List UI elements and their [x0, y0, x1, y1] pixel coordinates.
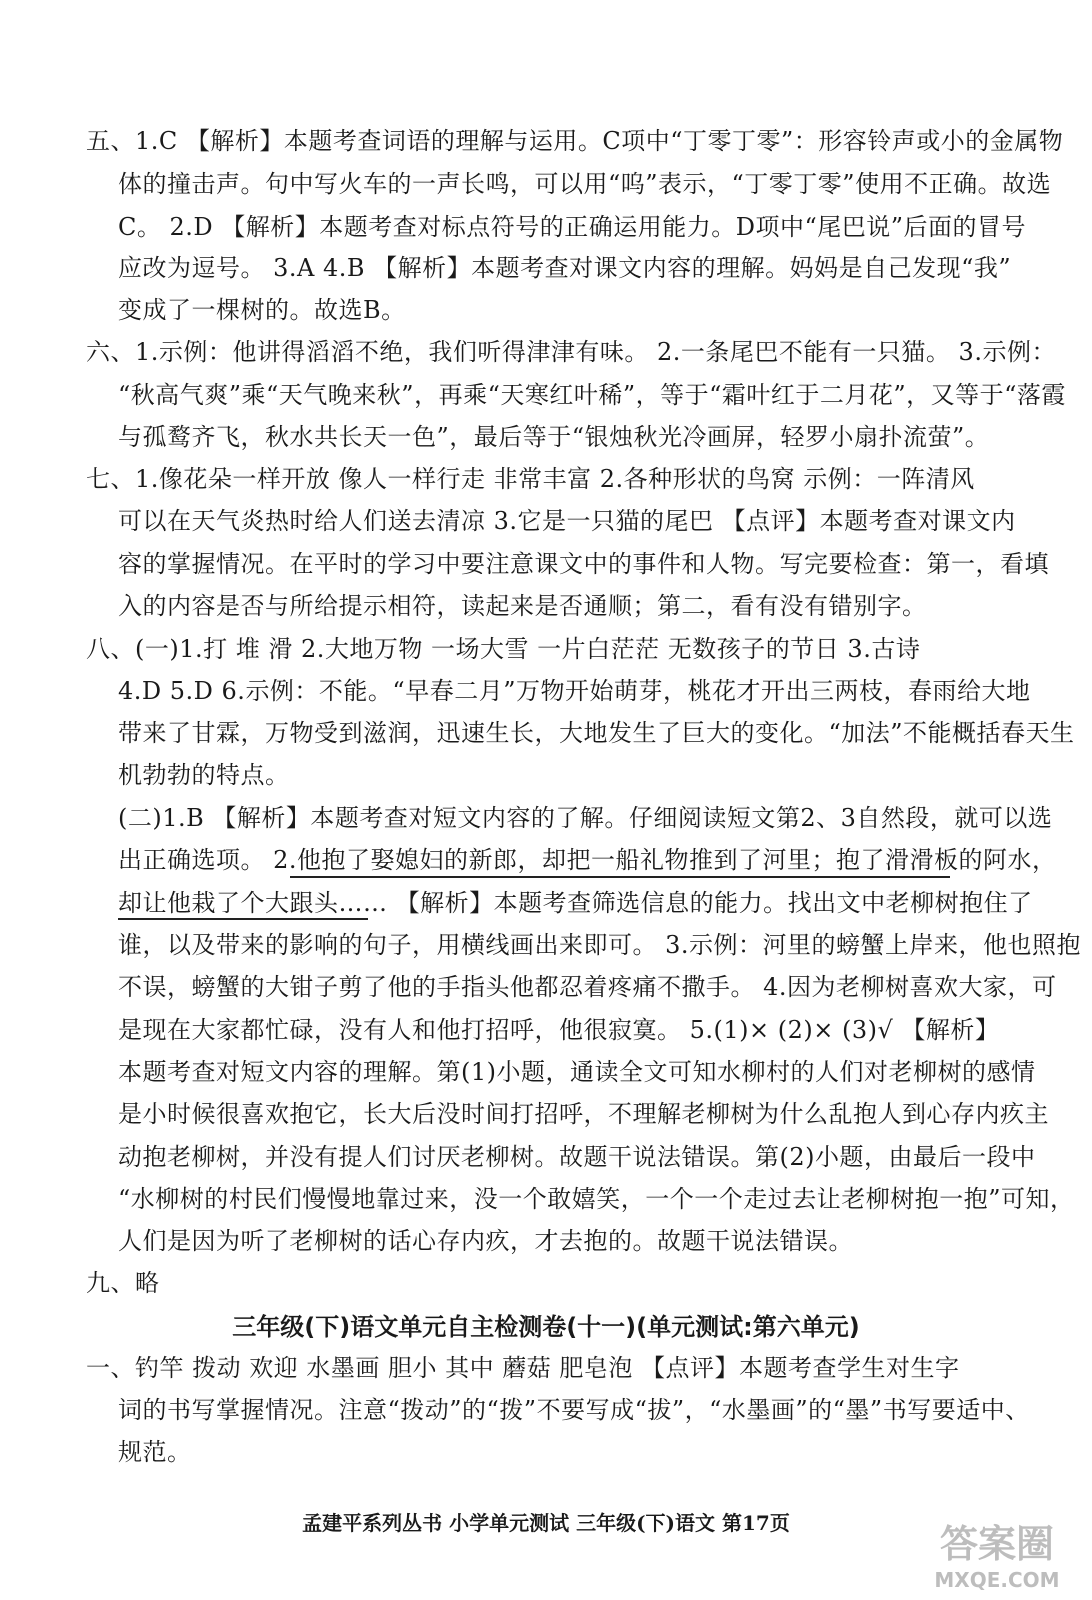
answer-line: “水柳树的村民们慢慢地靠过来，没一个敢嬉笑，一个一个走过去让老柳树抱一抱”可知，: [118, 1185, 1075, 1213]
page-footer: 孟建平系列丛书 小学单元测试 三年级(下)语文 第17页: [302, 1511, 790, 1535]
answer-line: 七、1.像花朵一样开放 像人一样行走 非常丰富 2.各种形状的鸟窝 示例：一阵清风: [86, 465, 975, 493]
watermark-text: 答案圈: [939, 1522, 1054, 1566]
answer-line: 人们是因为听了老柳树的话心存内疚，才去抱的。故题干说法错误。: [118, 1227, 853, 1255]
answer-line: 入的内容是否与所给提示相符，读起来是否通顺；第二，看有没有错别字。: [118, 592, 927, 620]
answer-line: 是小时候很喜欢抱它，长大后没时间打招呼，不理解老柳树为什么乱抱人到心存内疚主: [118, 1100, 1049, 1128]
underline-mark: [118, 918, 368, 920]
answer-line: 规范。: [118, 1438, 192, 1466]
answer-line: 六、1.示例：他讲得滔滔不绝，我们听得津津有味。 2.一条尾巴不能有一只猫。 3.示例：: [86, 338, 1056, 366]
answer-line: 动抱老柳树，并没有提人们讨厌老柳树。故题干说法错误。第(2)小题，由最后一段中: [118, 1143, 1036, 1171]
answer-line: 4.D 5.D 6.示例：不能。“早春二月”万物开始萌芽，桃花才开出三两枝，春雨给大地: [118, 677, 1031, 705]
answer-line: 机勃勃的特点。: [118, 761, 290, 789]
answer-line: 与孤鹜齐飞，秋水共长天一色”，最后等于“银烛秋光冷画屏，轻罗小扇扑流萤”。: [118, 423, 990, 451]
answer-line: 应改为逗号。 3.A 4.B 【解析】本题考查对课文内容的理解。妈妈是自己发现“我”: [118, 254, 1012, 282]
answer-line: 词的书写掌握情况。注意“拨动”的“拨”不要写成“拔”，“水墨画”的“墨”书写要适中、: [118, 1396, 1030, 1424]
answer-line: 出正确选项。 2.他抱了娶媳妇的新郎，却把一船礼物推到了河里；抱了滑滑板的阿水，: [118, 846, 1057, 874]
answer-line: 九、略: [86, 1269, 160, 1297]
section-title: 三年级(下)语文单元自主检测卷(十一)(单元测试:第六单元): [232, 1313, 860, 1341]
underline-mark: [290, 876, 950, 878]
answer-line: 可以在天气炎热时给人们送去清凉 3.它是一只猫的尾巴 【点评】本题考查对课文内: [118, 507, 1016, 535]
answer-line: 谁，以及带来的影响的句子，用横线画出来即可。 3.示例：河里的螃蟹上岸来，他也照抱: [118, 931, 1082, 959]
answer-line: (二)1.B 【解析】本题考查对短文内容的了解。仔细阅读短文第2、3自然段，就可以选: [118, 804, 1053, 832]
watermark-logo: [912, 1522, 1082, 1594]
answer-line: 八、(一)1.打 堆 滑 2.大地万物 一场大雪 一片白茫茫 无数孩子的节日 3.古诗: [86, 635, 921, 663]
answer-line: 变成了一棵树的。故选B。: [118, 296, 406, 324]
answer-line: 本题考查对短文内容的理解。第(1)小题，通读全文可知水柳村的人们对老柳树的感情: [118, 1058, 1036, 1086]
watermark-url: MXQE.COM: [934, 1568, 1060, 1592]
answer-line: 体的撞击声。句中写火车的一声长鸣，可以用“呜”表示，“丁零丁零”使用不正确。故选: [118, 170, 1052, 198]
answer-line: 带来了甘霖，万物受到滋润，迅速生长，大地发生了巨大的变化。“加法”不能概括春天生: [118, 719, 1075, 747]
answer-line: 是现在大家都忙碌，没有人和他打招呼，他很寂寞。 5.(1)× (2)× (3)√ 【解析】: [118, 1016, 1000, 1044]
answer-line: 五、1.C 【解析】本题考查词语的理解与运用。C项中“丁零丁零”：形容铃声或小的金属物: [86, 127, 1064, 155]
answer-line: 容的掌握情况。在平时的学习中要注意课文中的事件和人物。写完要检查：第一，看填: [118, 550, 1049, 578]
answer-line: 一、钓竿 拨动 欢迎 水墨画 胆小 其中 蘑菇 肥皂泡 【点评】本题考查学生对生字: [86, 1354, 960, 1382]
answer-line: “秋高气爽”乘“天气晚来秋”，再乘“天寒红叶稀”，等于“霜叶红于二月花”，又等于“落霞: [118, 381, 1066, 409]
answer-line: C。 2.D 【解析】本题考查对标点符号的正确运用能力。D项中“尾巴说”后面的冒号: [118, 213, 1027, 241]
answer-line: 却让他栽了个大跟头…… 【解析】本题考查筛选信息的能力。找出文中老柳树抱住了: [118, 889, 1033, 917]
answer-line: 不误，螃蟹的大钳子剪了他的手指头他都忍着疼痛不撒手。 4.因为老柳树喜欢大家，可: [118, 973, 1057, 1001]
